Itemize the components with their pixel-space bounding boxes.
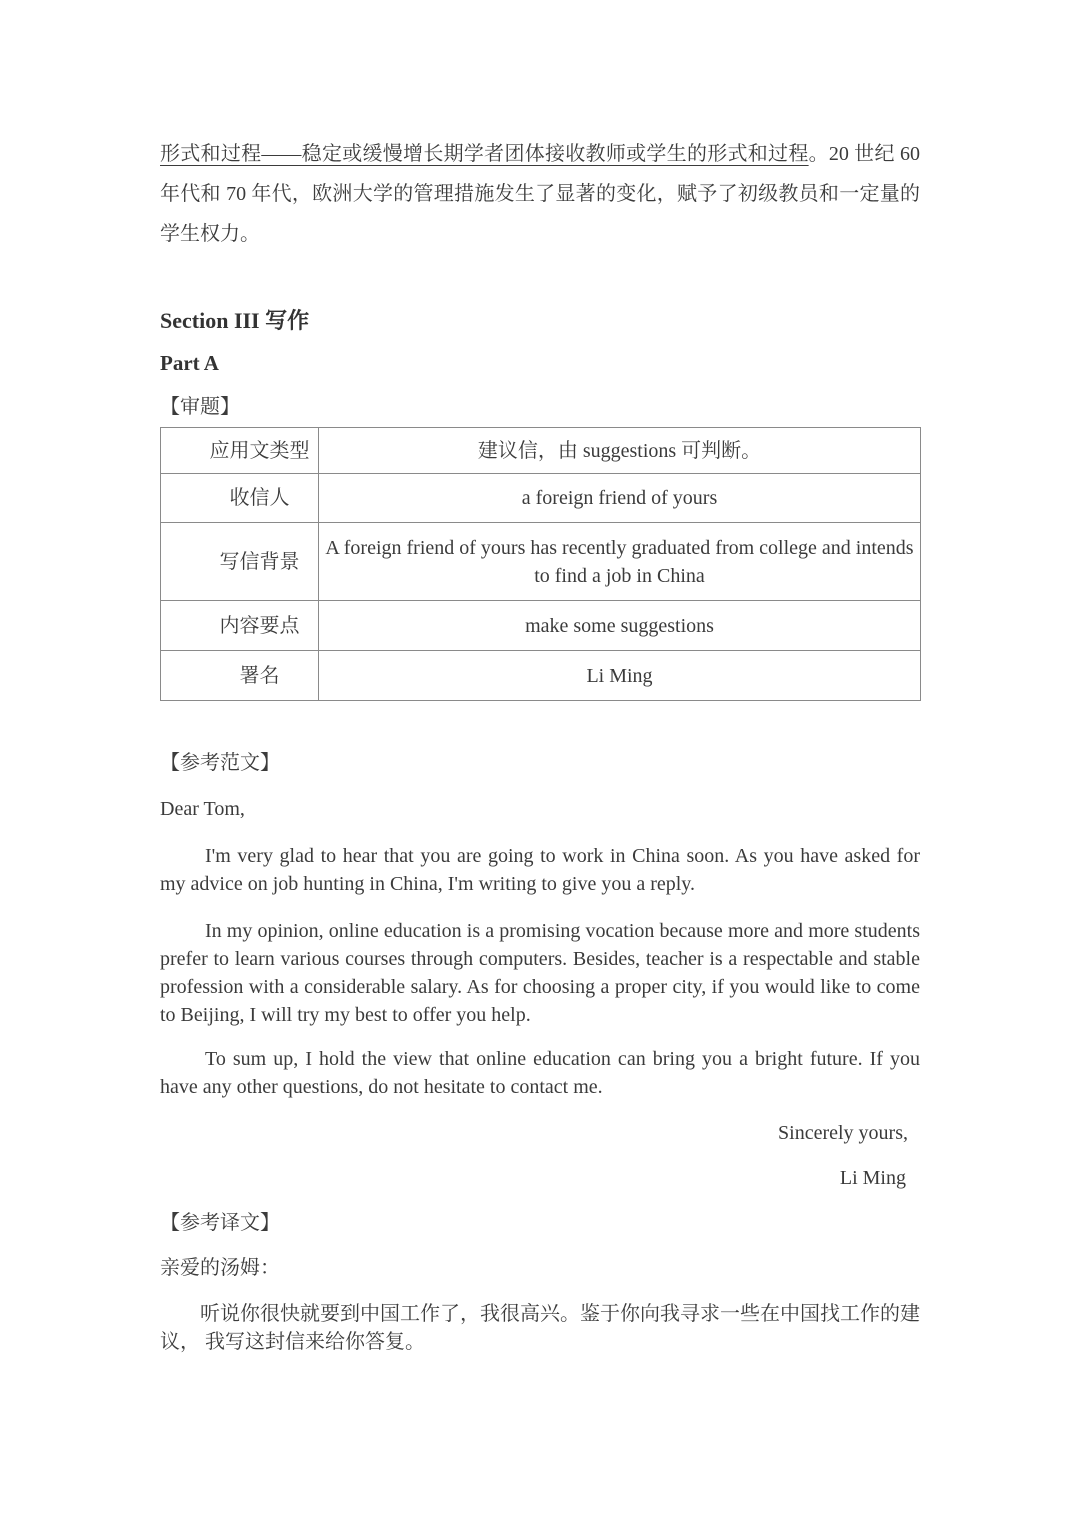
letter-signature: Li Ming <box>839 1167 906 1189</box>
table-row-value: make some suggestions <box>319 601 921 651</box>
analysis-label: 【审题】 <box>160 396 240 418</box>
table-row-value: Li Ming <box>319 651 921 701</box>
table-row-value: A foreign friend of yours has recently graduated from college and intends to find a job in China <box>319 523 921 601</box>
table-row <box>161 651 921 701</box>
translation-label: 【参考译文】 <box>160 1212 280 1234</box>
table-row-label: 收信人 <box>161 474 319 523</box>
table-row-label: 写信背景 <box>161 523 319 601</box>
table-row-value: 建议信，由 suggestions 可判断。 <box>319 428 921 474</box>
letter-closing: Sincerely yours, <box>778 1122 908 1144</box>
table-row-label: 署名 <box>161 651 319 701</box>
letter-paragraph-2: In my opinion, online education is a promising vocation because more and more students prefer to learn various courses through computers. Besides, teacher is a respectable and stable profession with a considerable salary. As for choosing a proper city, if you would like to come to Beijing, I will try my best to offer you help. <box>160 920 920 1026</box>
table-row <box>161 523 921 601</box>
translation-salutation: 亲爱的汤姆： <box>160 1257 280 1279</box>
intro-paragraph <box>160 134 920 254</box>
translation-paragraph: 听说你很快就要到中国工作了，我很高兴。鉴于你向我寻求一些在中国找工作的建议， 我写这封信来给你答复。 <box>160 1303 920 1353</box>
part-heading: Part A <box>160 351 219 375</box>
analysis-table <box>160 427 921 701</box>
table-row <box>161 474 921 523</box>
sample-essay-label: 【参考范文】 <box>160 752 280 774</box>
section-heading: Section III 写作 <box>160 308 310 333</box>
letter-salutation: Dear Tom, <box>160 798 245 820</box>
intro-underlined-text: 形式和过程——稳定或缓慢增长期学者团体接收教师或学生的形式和过程 <box>160 143 809 165</box>
table-row-label: 内容要点 <box>161 601 319 651</box>
letter-paragraph-3: To sum up, I hold the view that online education can bring you a bright future. If you have any other questions, do not hesitate to contact me. <box>160 1048 920 1098</box>
table-row-value: a foreign friend of yours <box>319 474 921 523</box>
intro-rest-text: 。20 世纪 60 年代和 70 年代，欧洲大学的管理措施发生了显著的变化，赋予了初级教员和一定量的学生权力。 <box>160 143 921 245</box>
table-row <box>161 601 921 651</box>
table-row <box>161 428 921 474</box>
table-row-label: 应用文类型 <box>161 428 319 474</box>
letter-paragraph-1: I'm very glad to hear that you are going to work in China soon. As you have asked for my advice on job hunting in China, I'm writing to give you a reply. <box>160 845 920 895</box>
